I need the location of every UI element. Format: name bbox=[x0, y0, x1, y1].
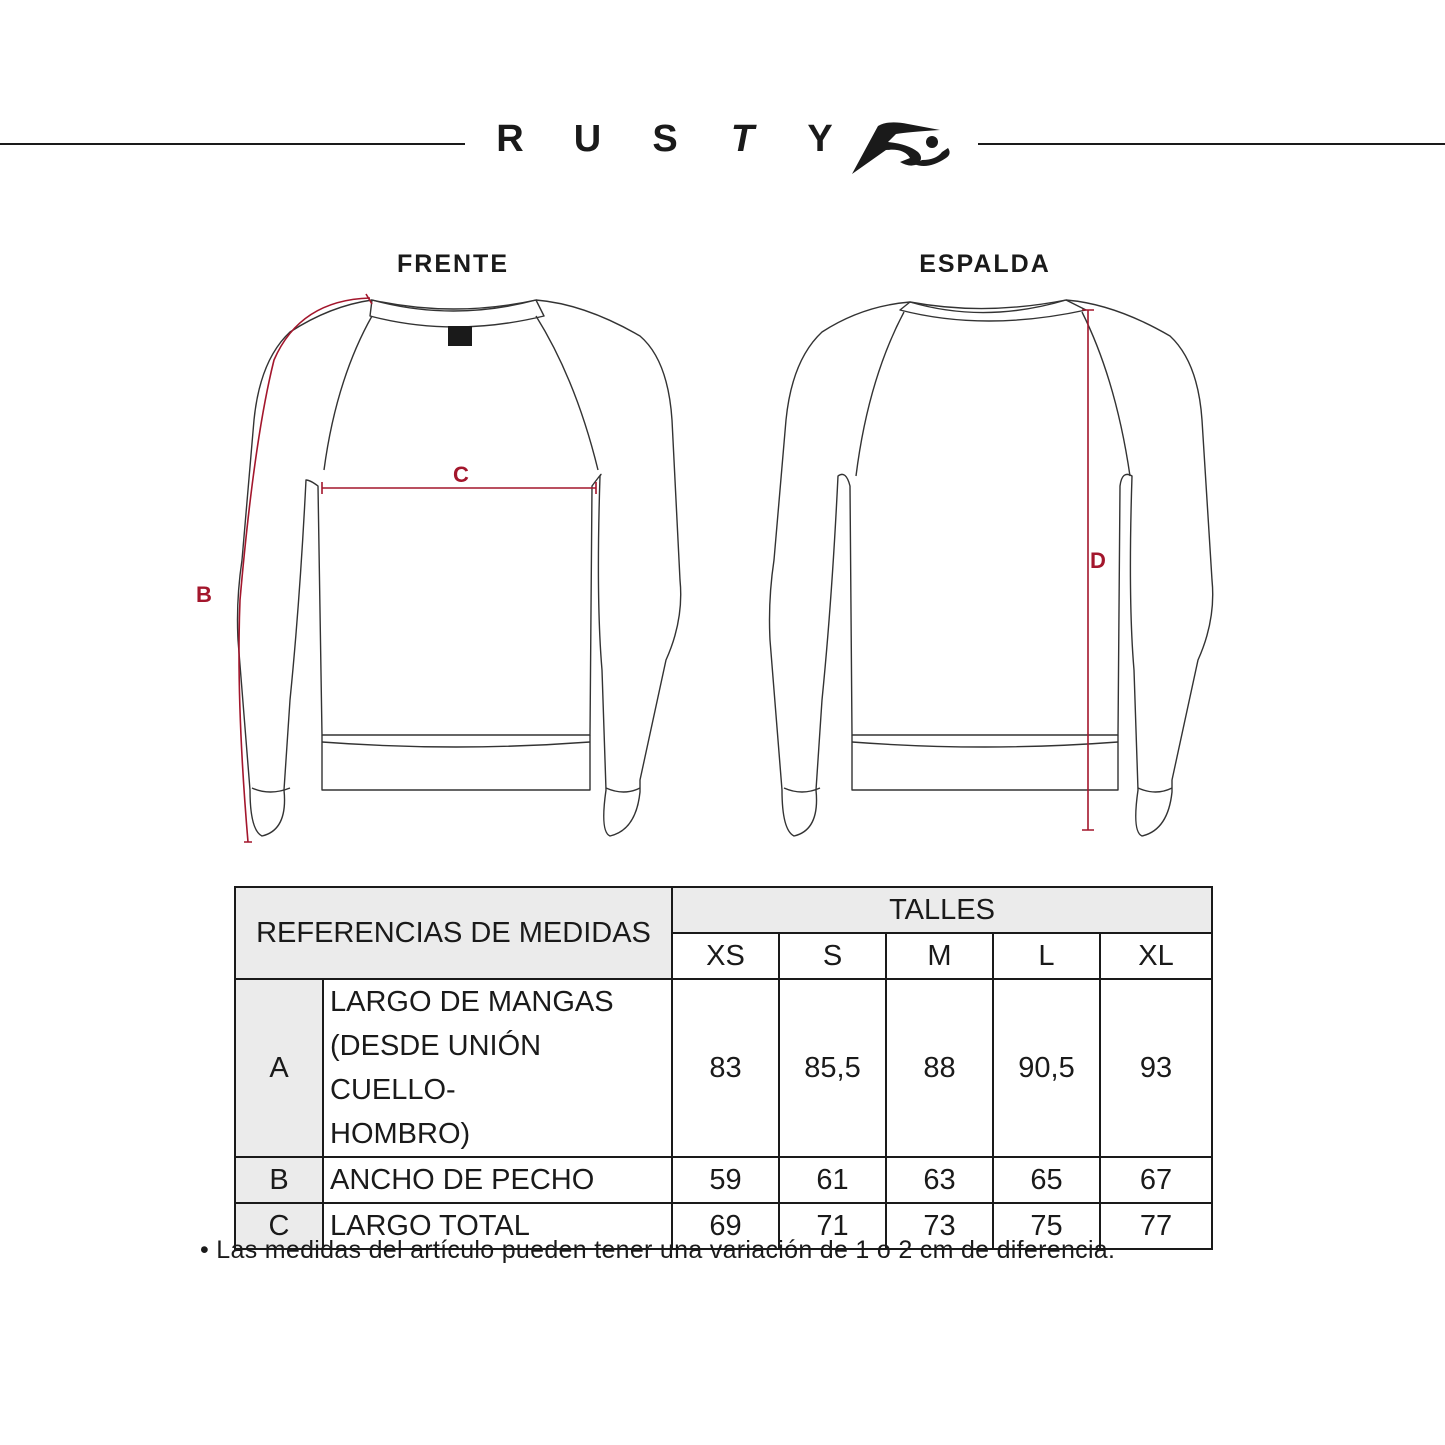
size-header-l: L bbox=[993, 933, 1100, 979]
table-cell: 61 bbox=[779, 1157, 886, 1203]
row-label bbox=[323, 979, 672, 1157]
table-cell: 77 bbox=[1100, 1203, 1212, 1249]
header-rule-left bbox=[0, 143, 465, 145]
table-cell: 75 bbox=[993, 1203, 1100, 1249]
variation-note: • Las medidas del artículo pueden tener una variación de 1 o 2 cm de diferencia. bbox=[200, 1236, 1116, 1264]
row-label-line: (DESDE UNIÓN CUELLO- bbox=[330, 1030, 542, 1106]
chest-measure-label: C bbox=[453, 462, 469, 487]
brand-letter: R bbox=[496, 118, 524, 160]
table-cell: 59 bbox=[672, 1157, 779, 1203]
table-cell: 65 bbox=[993, 1157, 1100, 1203]
sleeve-measure-label: B bbox=[196, 582, 212, 607]
table-cell: 88 bbox=[886, 979, 993, 1157]
row-label: ANCHO DE PECHO bbox=[323, 1157, 672, 1203]
row-label: LARGO TOTAL bbox=[323, 1203, 672, 1249]
garment-diagram bbox=[0, 290, 1445, 860]
table-cell: 69 bbox=[672, 1203, 779, 1249]
row-label-line: LARGO DE MANGAS bbox=[330, 986, 614, 1018]
sleeve-measure-line bbox=[239, 298, 370, 842]
size-header-xs: XS bbox=[672, 933, 779, 979]
reference-header: REFERENCIAS DE MEDIDAS bbox=[235, 887, 672, 979]
back-view-title: ESPALDA bbox=[919, 250, 1051, 278]
back-sweatshirt-outline bbox=[770, 300, 1213, 836]
table-cell: 67 bbox=[1100, 1157, 1212, 1203]
row-code: C bbox=[235, 1203, 323, 1249]
brand-letter: U bbox=[573, 118, 602, 160]
brand-letter: Y bbox=[807, 118, 833, 160]
size-header-xl: XL bbox=[1100, 933, 1212, 979]
size-table bbox=[234, 886, 1213, 1250]
table-cell: 63 bbox=[886, 1157, 993, 1203]
table-cell: 71 bbox=[779, 1203, 886, 1249]
size-header-m: M bbox=[886, 933, 993, 979]
brand-letter: S bbox=[652, 118, 678, 160]
row-code: B bbox=[235, 1157, 323, 1203]
brand-letter: T bbox=[730, 118, 755, 160]
neck-label-icon bbox=[448, 326, 472, 346]
row-label-line: HOMBRO) bbox=[330, 1118, 471, 1150]
table-row bbox=[235, 979, 1212, 1157]
table-cell: 90,5 bbox=[993, 979, 1100, 1157]
table-cell: 85,5 bbox=[779, 979, 886, 1157]
row-code: A bbox=[235, 979, 323, 1157]
brand-wordmark bbox=[490, 118, 840, 161]
rusty-r-logo-icon bbox=[848, 118, 956, 176]
size-header-s: S bbox=[779, 933, 886, 979]
front-sweatshirt-outline bbox=[238, 300, 681, 836]
front-view-title: FRENTE bbox=[397, 250, 509, 278]
table-cell: 73 bbox=[886, 1203, 993, 1249]
table-cell: 93 bbox=[1100, 979, 1212, 1157]
header-rule-right bbox=[978, 143, 1445, 145]
sizes-header: TALLES bbox=[672, 887, 1212, 933]
table-cell: 83 bbox=[672, 979, 779, 1157]
table-row bbox=[235, 1157, 1212, 1203]
length-measure-label: D bbox=[1090, 548, 1106, 573]
